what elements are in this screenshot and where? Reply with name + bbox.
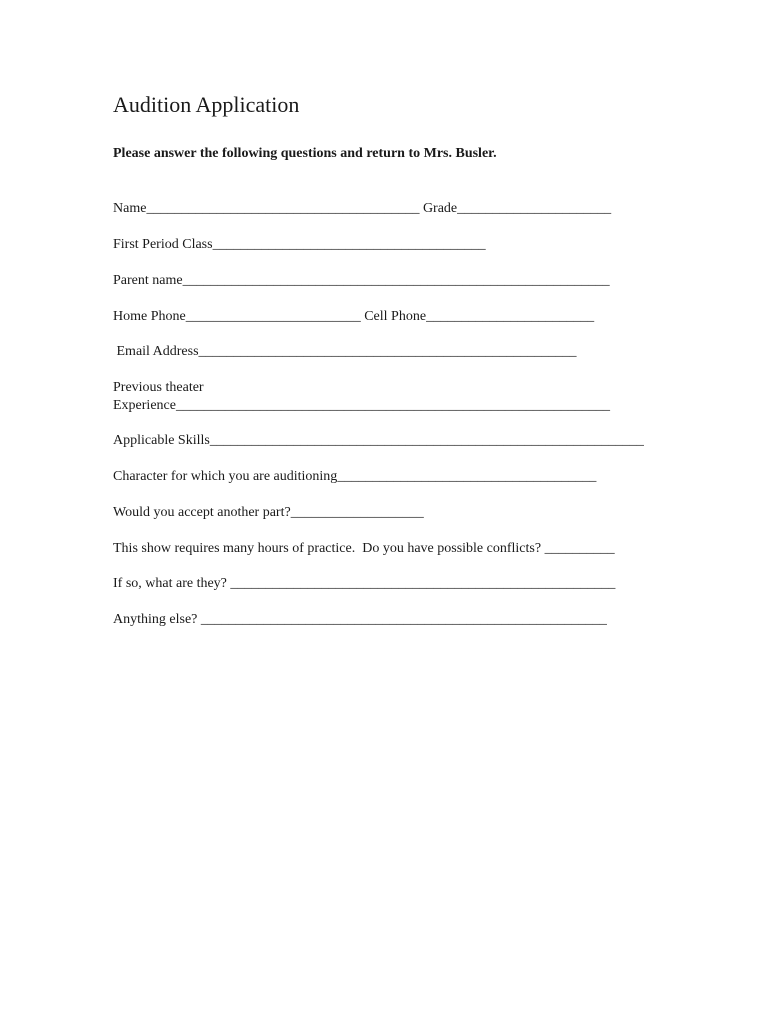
name-label: Name: [113, 201, 147, 216]
home-phone-label: Home Phone: [113, 309, 186, 324]
cell-phone-label: Cell Phone: [360, 309, 427, 324]
email-row: [113, 343, 577, 361]
character-label: Character for which you are auditioning: [113, 469, 338, 484]
name-blank[interactable]: _______________________________________: [146, 201, 420, 216]
name-grade-row: [113, 200, 611, 218]
email-label: Email Address: [113, 344, 199, 359]
parent-name-blank[interactable]: _____________________________________________________________: [182, 273, 610, 288]
anything-else-label: Anything else?: [113, 612, 201, 627]
skills-row: [113, 432, 644, 450]
first-period-row: [113, 236, 486, 254]
phone-row: [113, 308, 594, 326]
anything-else-row: [113, 611, 607, 629]
another-part-label: Would you accept another part?: [113, 505, 291, 520]
character-row: [113, 468, 596, 486]
another-part-row: [113, 504, 424, 522]
email-blank[interactable]: ______________________________________________________: [198, 344, 577, 359]
first-period-label: First Period Class: [113, 237, 213, 252]
experience-label-line1: Previous theater: [113, 380, 204, 395]
home-phone-blank[interactable]: _________________________: [185, 309, 361, 324]
conflicts-label: This show requires many hours of practice. Do you have possible conflicts?: [113, 541, 545, 556]
experience-blank[interactable]: ______________________________________________________________: [175, 398, 610, 413]
conflicts-blank[interactable]: __________: [544, 541, 615, 556]
conflicts-row: [113, 540, 615, 558]
instructions-text: Please answer the following questions and return to Mrs. Busler.: [113, 146, 497, 161]
grade-blank[interactable]: ______________________: [457, 201, 612, 216]
if-so-blank[interactable]: _______________________________________________________: [230, 576, 616, 591]
experience-row-label: [113, 379, 204, 397]
skills-blank[interactable]: ______________________________________________________________: [209, 433, 644, 448]
first-period-blank[interactable]: _______________________________________: [212, 237, 486, 252]
parent-name-label: Parent name: [113, 273, 183, 288]
page-title: Audition Application: [113, 92, 300, 117]
character-blank[interactable]: _____________________________________: [337, 469, 597, 484]
if-so-label: If so, what are they?: [113, 576, 231, 591]
if-so-row: [113, 575, 615, 593]
parent-name-row: [113, 272, 610, 290]
cell-phone-blank[interactable]: ________________________: [426, 309, 595, 324]
another-part-blank[interactable]: ___________________: [290, 505, 424, 520]
experience-label-line2: Experience: [113, 398, 176, 413]
experience-row: [113, 397, 610, 415]
anything-else-blank[interactable]: __________________________________________________________: [200, 612, 607, 627]
skills-label: Applicable Skills: [113, 433, 210, 448]
grade-label: Grade: [419, 201, 458, 216]
